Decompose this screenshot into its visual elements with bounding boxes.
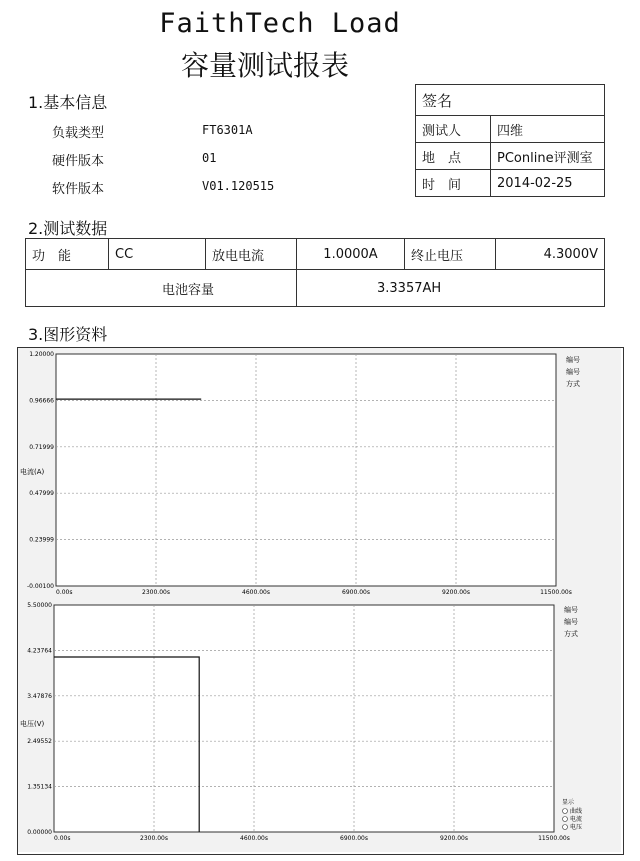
y-tick-label: 0.96666: [29, 397, 54, 405]
legend-item: 方式: [566, 380, 580, 388]
y-tick-label: 4.23764: [27, 647, 52, 655]
signature-label: 时 间: [416, 170, 491, 197]
signature-value: 2014-02-25: [491, 170, 605, 197]
current-value: 1.0000A: [297, 239, 405, 270]
basic-info-value: 01: [202, 151, 217, 165]
signature-value: 四维: [491, 116, 605, 143]
x-tick-label: 9200.00s: [442, 589, 470, 596]
x-tick-label: 0.00s: [54, 835, 71, 842]
current-label: 放电电流: [206, 239, 297, 270]
plot-area: [56, 354, 556, 586]
y-tick-label: 3.47876: [27, 692, 52, 700]
x-tick-label: 2300.00s: [142, 589, 170, 596]
y-tick-label: 2.49552: [27, 738, 52, 746]
y-tick-label: -0.00100: [27, 583, 54, 590]
cutoff-label: 终止电压: [405, 239, 496, 270]
graphs-heading: 3.图形资料: [28, 325, 108, 344]
legend-item: 编号: [564, 606, 578, 614]
y-tick-label: 0.71999: [29, 443, 54, 451]
basic-info-label: 硬件版本: [52, 154, 105, 169]
x-tick-label: 2300.00s: [140, 835, 168, 842]
capacity-label: 电池容量: [26, 270, 297, 307]
legend-item: 编号: [564, 618, 578, 626]
y-axis-label: 电压(V): [20, 720, 45, 728]
x-tick-label: 11500.00s: [540, 589, 572, 596]
voltage-chart: [18, 598, 621, 852]
y-tick-label: 1.20000: [29, 351, 54, 358]
option-label: 电流: [570, 816, 583, 823]
report-title-en: FaithTech Load: [159, 8, 401, 39]
legend-item: 方式: [564, 630, 578, 638]
test-data-table: [25, 238, 605, 307]
basic-info-heading: 1.基本信息: [28, 93, 108, 112]
display-options-title: 显示: [562, 799, 575, 806]
x-tick-label: 6900.00s: [342, 589, 370, 596]
cutoff-value: 4.3000V: [496, 239, 605, 270]
option-label: 电压: [570, 824, 583, 831]
y-tick-label: 5.50000: [27, 602, 52, 609]
report-title-cn: 容量测试报表: [180, 49, 349, 82]
x-tick-label: 11500.00s: [538, 835, 570, 842]
current-chart: [18, 348, 621, 598]
legend-item: 编号: [566, 356, 580, 364]
signature-label: 测试人: [416, 116, 491, 143]
test-data-heading: 2.测试数据: [28, 219, 108, 238]
option-label: 曲线: [570, 808, 583, 815]
capacity-value: 3.3357AH: [297, 270, 605, 307]
y-tick-label: 0.00000: [27, 829, 52, 836]
y-tick-label: 1.35134: [27, 783, 52, 791]
mode-label: 功 能: [26, 239, 109, 270]
legend-item: 编号: [566, 368, 580, 376]
basic-info-value: FT6301A: [202, 123, 253, 137]
mode-value: CC: [109, 239, 206, 270]
signature-label: 地 点: [416, 143, 491, 170]
option-radio[interactable]: [563, 809, 568, 814]
basic-info-label: 软件版本: [52, 182, 105, 197]
y-axis-label: 电流(A): [20, 468, 45, 476]
x-tick-label: 4600.00s: [242, 589, 270, 596]
plot-area: [54, 605, 554, 832]
y-tick-label: 0.23999: [29, 536, 54, 544]
x-tick-label: 6900.00s: [340, 835, 368, 842]
signature-heading: 签名: [416, 85, 605, 116]
x-tick-label: 9200.00s: [440, 835, 468, 842]
signature-table: [415, 84, 605, 197]
basic-info-value: V01.120515: [202, 179, 275, 193]
signature-value: PConline评测室: [491, 143, 605, 170]
y-tick-label: 0.47999: [29, 490, 54, 498]
basic-info-label: 负载类型: [52, 126, 105, 141]
option-radio[interactable]: [563, 817, 568, 822]
x-tick-label: 4600.00s: [240, 835, 268, 842]
x-tick-label: 0.00s: [56, 589, 73, 596]
option-radio[interactable]: [563, 825, 568, 830]
